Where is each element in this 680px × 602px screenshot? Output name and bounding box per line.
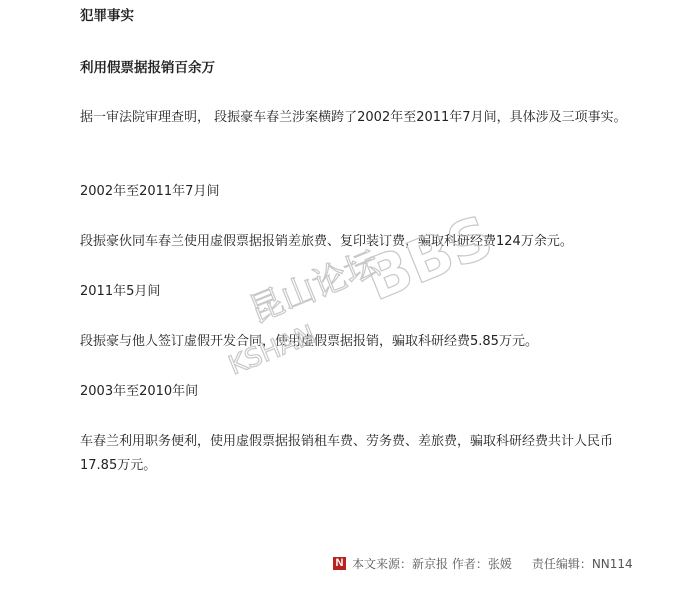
fact-1-period: 2002年至2011年7月间 xyxy=(80,184,220,199)
fact-2-text: 段振豪与他人签订虚假开发合同，使用虚假票据报销，骗取科研经费5.85万元。 xyxy=(80,334,538,349)
watermark-text-main: 昆山论坛 xyxy=(243,243,385,332)
fact-2-period: 2011年5月间 xyxy=(80,284,161,299)
heading-crime-facts: 犯罪事实 xyxy=(80,8,134,24)
watermark-text-latin: KSHAN xyxy=(224,319,320,382)
article-footer xyxy=(333,552,633,574)
forum-watermark xyxy=(170,190,530,390)
newspaper-logo-icon: N xyxy=(333,557,346,570)
watermark-text-bbs: BBS xyxy=(355,202,503,315)
fact-3-period: 2003年至2010年间 xyxy=(80,384,199,399)
heading-fraud: 利用假票据报销百余万 xyxy=(80,60,215,76)
fact-3-text: 车春兰利用职务便利，使用虚假票据报销租车费、劳务费、差旅费，骗取科研经费共计人民币17.85万元。 xyxy=(80,434,614,473)
footer-editor: 责任编辑：NN114 xyxy=(531,556,633,571)
footer-source: 本文来源：新京报 作者：张媛 xyxy=(352,556,512,571)
intro-paragraph: 据一审法院审理查明， 段振豪车春兰涉案横跨了2002年至2011年7月间，具体涉及三项事实。 xyxy=(80,110,627,125)
fact-1-text: 段振豪伙同车春兰使用虚假票据报销差旅费、复印装订费，骗取科研经费124万余元。 xyxy=(80,234,573,249)
